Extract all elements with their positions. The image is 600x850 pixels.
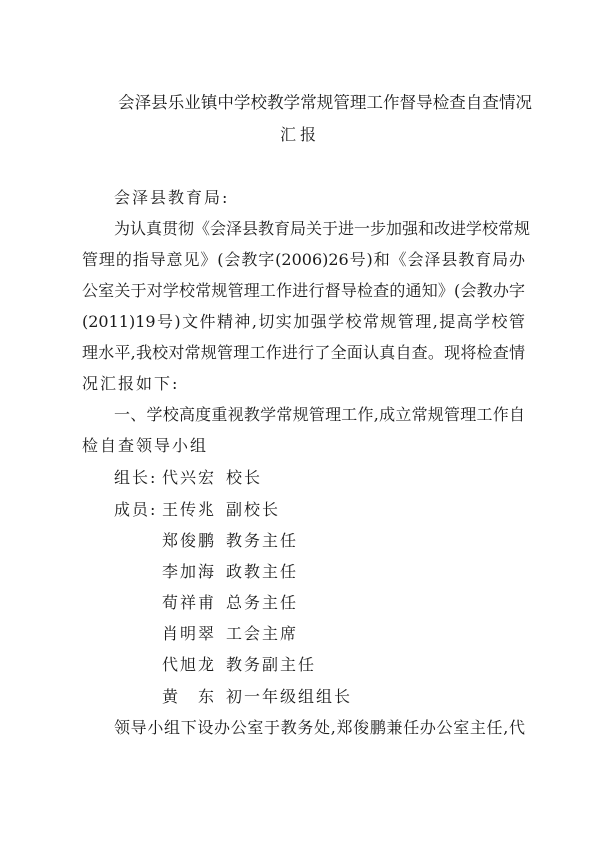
section-heading: 检自查领导小组 <box>82 436 209 455</box>
member-name: 荀祥甫 <box>162 593 217 612</box>
leader-label: 组长: <box>114 468 158 487</box>
member-row <box>0 624 600 644</box>
paragraph-line: 为认真贯彻《会泽县教育局关于进一步加强和改进学校常规 <box>114 219 531 238</box>
member-role: 副校长 <box>226 500 281 519</box>
member-row <box>0 593 600 613</box>
member-name: 肖明翠 <box>162 624 217 643</box>
salutation: 会泽县教育局: <box>114 188 230 207</box>
section-heading: 一、学校高度重视教学常规管理工作,成立常规管理工作自 <box>114 405 525 424</box>
leader-name: 代兴宏 <box>162 468 217 487</box>
member-name: 郑俊鹏 <box>162 531 217 550</box>
member-role: 教务副主任 <box>226 655 317 674</box>
paragraph-line: 理水平,我校对常规管理工作进行了全面认真自查。现将检查情 <box>82 343 525 362</box>
member-role: 总务主任 <box>226 593 299 612</box>
paragraph-line: (2011)19号)文件精神,切实加强学校常规管理,提高学校管 <box>82 312 525 331</box>
member-name: 黄 东 <box>162 687 217 706</box>
member-row <box>0 531 600 551</box>
member-role: 工会主席 <box>226 624 299 643</box>
closing-line: 领导小组下设办公室于教务处,郑俊鹏兼任办公室主任,代 <box>114 718 525 737</box>
member-role: 初一年级组组长 <box>226 687 353 706</box>
member-row <box>0 500 600 520</box>
document-title: 会泽县乐业镇中学校教学常规管理工作督导检查自查情况 <box>118 93 532 112</box>
leader-role: 校长 <box>226 468 263 487</box>
paragraph-line: 公室关于对学校常规管理工作进行督导检查的通知》(会教办字 <box>82 281 525 300</box>
member-role: 教务主任 <box>226 531 299 550</box>
member-role: 政教主任 <box>226 562 299 581</box>
leader-row <box>0 468 600 488</box>
member-row <box>0 687 600 707</box>
member-name: 代旭龙 <box>162 655 217 674</box>
paragraph-line: 况汇报如下: <box>82 374 180 393</box>
members-label: 成员: <box>114 500 158 519</box>
paragraph-line: 管理的指导意见》(会教字(2006)26号)和《会泽县教育局办 <box>82 250 525 269</box>
document-title-line2: 汇报 <box>279 125 320 144</box>
member-name: 李加海 <box>162 562 217 581</box>
member-row <box>0 655 600 675</box>
member-row <box>0 562 600 582</box>
member-name: 王传兆 <box>162 500 217 519</box>
